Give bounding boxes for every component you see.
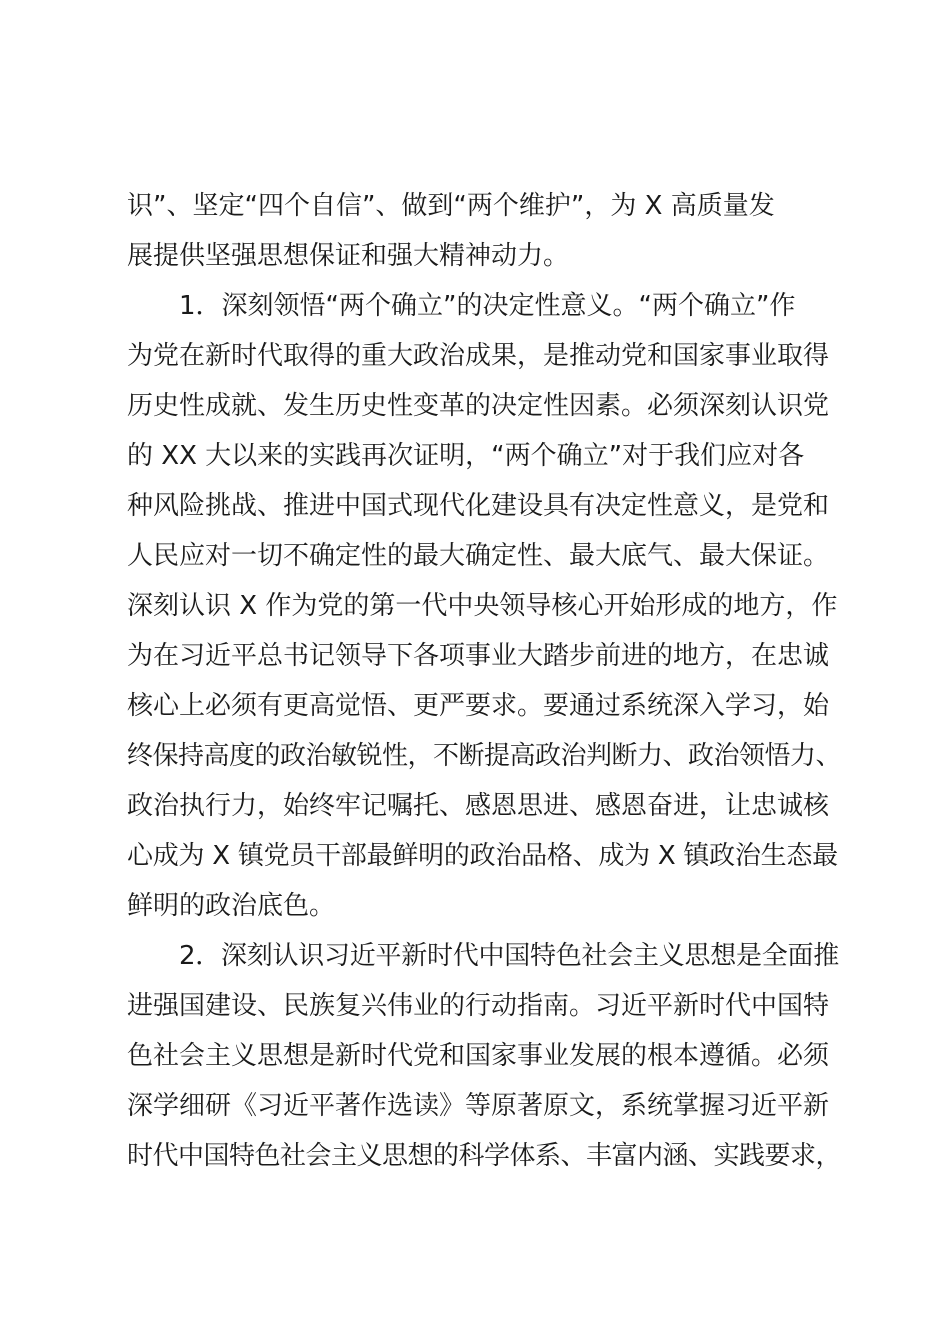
text-line: 深学细研《习近平著作选读》等原著原文，系统掌握习近平新 — [127, 1091, 830, 1121]
text-line: 识”、坚定“四个自信”、做到“两个维护”，为 X 高质量发 — [127, 191, 775, 221]
text-line: 为在习近平总书记领导下各项事业大踏步前进的地方，在忠诚 — [127, 641, 830, 671]
text-line: 历史性成就、发生历史性变革的决定性因素。必须深刻认识党 — [127, 391, 830, 421]
text-line: 鲜明的政治底色。 — [127, 891, 336, 921]
text-line: 核心上必须有更高觉悟、更严要求。要通过系统深入学习，始 — [127, 691, 830, 721]
text-line: 进强国建设、民族复兴伟业的行动指南。习近平新时代中国特 — [127, 991, 830, 1021]
text-line: 终保持高度的政治敏锐性，不断提高政治判断力、政治领悟力、 — [127, 741, 842, 771]
text-line: 政治执行力，始终牢记嘱托、感恩思进、感恩奋进，让忠诚核 — [127, 791, 830, 821]
text-line: 深刻认识 X 作为党的第一代中央领导核心开始形成的地方，作 — [127, 591, 838, 621]
text-line: 展提供坚强思想保证和强大精神动力。 — [127, 241, 570, 271]
text-line: 为党在新时代取得的重大政治成果，是推动党和国家事业取得 — [127, 341, 830, 371]
text-line: 种风险挑战、推进中国式现代化建设具有决定性意义，是党和 — [127, 491, 830, 521]
text-line: 心成为 X 镇党员干部最鲜明的政治品格、成为 X 镇政治生态最 — [127, 841, 838, 871]
paragraph-1-first-line: 1．深刻领悟“两个确立”的决定性意义。“两个确立”作 — [179, 291, 796, 321]
text-line: 人民应对一切不确定性的最大确定性、最大底气、最大保证。 — [127, 541, 830, 571]
text-line: 色社会主义思想是新时代党和国家事业发展的根本遵循。必须 — [127, 1041, 830, 1071]
paragraph-2-first-line: 2．深刻认识习近平新时代中国特色社会主义思想是全面推 — [179, 941, 840, 971]
text-line: 的 XX 大以来的实践再次证明，“两个确立”对于我们应对各 — [127, 441, 805, 471]
text-line: 时代中国特色社会主义思想的科学体系、丰富内涵、实践要求， — [127, 1141, 842, 1171]
